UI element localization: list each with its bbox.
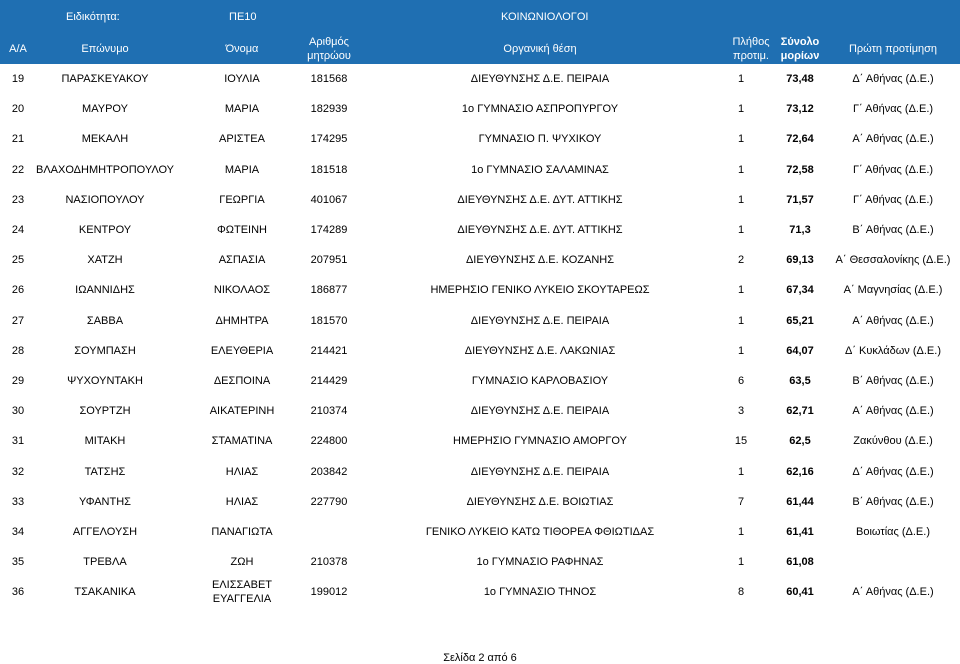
cell-total: 69,13	[786, 254, 814, 267]
cell-count: 1	[737, 556, 745, 569]
cell-aa: 29	[11, 375, 25, 387]
table-row	[0, 547, 960, 577]
cell-first-pref: Β΄ Αθήνας (Δ.Ε.)	[852, 224, 934, 236]
cell-count: 1	[737, 526, 745, 538]
cell-aa: 27	[11, 314, 25, 327]
cell-surname: ΜΑΥΡΟΥ	[82, 103, 128, 116]
cell-name: ΔΕΣΠΟΙΝΑ	[213, 375, 271, 387]
table-row	[0, 366, 960, 396]
cell-surname: ΚΕΝΤΡΟΥ	[78, 224, 132, 236]
cell-position: ΔΙΕΥΘΥΝΣΗΣ Δ.Ε. ΠΕΙΡΑΙΑ	[470, 405, 610, 418]
table-row	[0, 64, 960, 94]
cell-aa: 28	[11, 344, 25, 357]
cell-surname: ΜΙΤΑΚΗ	[84, 435, 126, 448]
cell-surname: ΒΛΑΧΟΔΗΜΗΤΡΟΠΟΥΛΟΥ	[36, 163, 175, 176]
cell-name: ΑΡΙΣΤΕΑ	[219, 133, 265, 146]
table-row	[0, 245, 960, 275]
cell-total: 62,5	[789, 435, 811, 448]
cell-first-pref: Α΄ Αθήνας (Δ.Ε.)	[852, 405, 934, 418]
cell-surname: ΨΥΧΟΥΝΤΑΚΗ	[67, 375, 143, 387]
cell-surname: ΝΑΣΙΟΠΟΥΛΟΥ	[65, 193, 145, 206]
cell-name: ΣΤΑΜΑΤΙΝΑ	[211, 435, 273, 448]
col-count-line1: Πλήθος	[732, 36, 770, 48]
cell-surname: ΤΑΤΣΗΣ	[84, 465, 126, 478]
cell-aa: 25	[11, 254, 25, 267]
cell-count: 1	[737, 163, 745, 176]
cell-count: 1	[737, 284, 745, 297]
cell-position: ΔΙΕΥΘΥΝΣΗΣ Δ.Ε. ΔΥΤ. ΑΤΤΙΚΗΣ	[457, 193, 623, 206]
cell-registry: 210374	[310, 405, 348, 418]
cell-count: 1	[737, 465, 745, 478]
cell-name: ΖΩΗ	[230, 556, 254, 569]
cell-position: ΗΜΕΡΗΣΙΟ ΓΕΝΙΚΟ ΛΥΚΕΙΟ ΣΚΟΥΤΑΡΕΩΣ	[430, 284, 650, 297]
cell-first-pref: Γ΄ Αθήνας (Δ.Ε.)	[852, 103, 934, 116]
cell-position: ΓΥΜΝΑΣΙΟ ΚΑΡΛΟΒΑΣΙΟΥ	[471, 375, 609, 387]
cell-name: ΜΑΡΙΑ	[224, 103, 260, 116]
cell-registry: 174295	[310, 133, 348, 146]
cell-first-pref: Β΄ Αθήνας (Δ.Ε.)	[852, 375, 934, 387]
cell-aa: 26	[11, 284, 25, 297]
cell-aa: 30	[11, 405, 25, 418]
cell-position: ΔΙΕΥΘΥΝΣΗΣ Δ.Ε. ΒΟΙΩΤΙΑΣ	[466, 495, 614, 508]
cell-name: ΜΑΡΙΑ	[224, 163, 260, 176]
cell-name: ΝΙΚΟΛΑΟΣ	[213, 284, 271, 297]
cell-name: ΠΑΝΑΓΙΩΤΑ	[211, 526, 273, 538]
cell-registry: 227790	[310, 495, 348, 508]
table-row	[0, 275, 960, 305]
cell-first-pref: Α΄ Αθήνας (Δ.Ε.)	[852, 586, 934, 599]
cell-aa: 32	[11, 465, 25, 478]
cell-surname: ΣΟΥΡΤΖΗ	[79, 405, 131, 418]
cell-total: 60,41	[786, 586, 814, 599]
cell-total: 64,07	[786, 344, 814, 357]
specialty-code: ΠΕ10	[229, 11, 257, 23]
cell-first-pref: Γ΄ Αθήνας (Δ.Ε.)	[852, 193, 934, 206]
cell-position: 1ο ΓΥΜΝΑΣΙΟ ΣΑΛΑΜΙΝΑΣ	[471, 163, 609, 176]
cell-count: 1	[737, 133, 745, 146]
cell-position: ΓΥΜΝΑΣΙΟ Π. ΨΥΧΙΚΟΥ	[478, 133, 602, 146]
table-row	[0, 426, 960, 456]
cell-registry: 207951	[310, 254, 348, 267]
cell-first-pref: Ζακύνθου (Δ.Ε.)	[853, 435, 933, 448]
cell-first-pref: Δ΄ Αθήνας (Δ.Ε.)	[852, 73, 934, 85]
table-row	[0, 215, 960, 245]
cell-registry: 182939	[310, 103, 348, 116]
cell-total: 62,71	[786, 405, 814, 418]
cell-registry	[296, 517, 362, 547]
cell-total: 61,08	[786, 556, 814, 569]
cell-first-pref: Δ΄ Κυκλάδων (Δ.Ε.)	[844, 344, 941, 357]
cell-first-pref: Βοιωτίας (Δ.Ε.)	[856, 526, 930, 538]
cell-name: ΑΣΠΑΣΙΑ	[218, 254, 266, 267]
cell-name: ΗΛΙΑΣ	[225, 465, 259, 478]
cell-registry: 401067	[310, 193, 348, 206]
cell-position: ΔΙΕΥΘΥΝΣΗΣ Δ.Ε. ΠΕΙΡΑΙΑ	[470, 73, 610, 85]
cell-position: 1ο ΓΥΜΝΑΣΙΟ ΑΣΠΡΟΠΥΡΓΟΥ	[461, 103, 619, 116]
cell-count: 8	[737, 586, 745, 599]
table-row	[0, 94, 960, 124]
table-row	[0, 336, 960, 366]
page-footer: Σελίδα 2 από 6	[443, 652, 517, 664]
cell-name: ΑΙΚΑΤΕΡΙΝΗ	[209, 405, 275, 418]
cell-count: 1	[737, 103, 745, 116]
col-surname: Επώνυμο	[81, 43, 129, 55]
cell-aa: 33	[11, 495, 25, 508]
column-headers	[0, 34, 960, 64]
cell-surname: ΠΑΡΑΣΚΕΥΑΚΟΥ	[61, 73, 149, 85]
cell-count: 2	[737, 254, 745, 267]
cell-total: 61,41	[786, 526, 814, 538]
cell-count: 1	[737, 344, 745, 357]
cell-surname: ΣΟΥΜΠΑΣΗ	[74, 344, 136, 357]
cell-name: ΗΛΙΑΣ	[225, 495, 259, 508]
cell-registry: 186877	[310, 284, 348, 297]
cell-aa: 34	[11, 526, 25, 538]
cell-first-pref: Α΄ Θεσσαλονίκης (Δ.Ε.)	[835, 254, 951, 267]
cell-count: 7	[737, 495, 745, 508]
cell-name: ΕΛΕΥΘΕΡΙΑ	[210, 344, 274, 357]
cell-first-pref: Α΄ Μαγνησίας (Δ.Ε.)	[843, 284, 943, 297]
cell-count: 1	[737, 193, 745, 206]
cell-aa: 21	[11, 133, 25, 146]
cell-surname: ΤΡΕΒΛΑ	[83, 556, 127, 569]
cell-surname: ΥΦΑΝΤΗΣ	[79, 495, 131, 508]
table-row	[0, 457, 960, 487]
col-first-pref: Πρώτη προτίμηση	[848, 43, 938, 55]
table-row	[0, 155, 960, 185]
cell-name: ΙΟΥΛΙΑ	[224, 73, 260, 85]
cell-aa: 22	[11, 163, 25, 176]
cell-total: 67,34	[786, 284, 814, 297]
cell-position: ΔΙΕΥΘΥΝΣΗΣ Δ.Ε. ΔΥΤ. ΑΤΤΙΚΗΣ	[457, 224, 623, 236]
col-registry-line2: μητρώου	[307, 50, 351, 62]
table-row	[0, 124, 960, 154]
cell-position: ΓΕΝΙΚΟ ΛΥΚΕΙΟ ΚΑΤΩ ΤΙΘΟΡΕΑ ΦΘΙΩΤΙΔΑΣ	[425, 526, 655, 538]
cell-position: ΗΜΕΡΗΣΙΟ ΓΥΜΝΑΣΙΟ ΑΜΟΡΓΟΥ	[453, 435, 627, 448]
table-row	[0, 577, 960, 607]
table-row	[0, 487, 960, 517]
cell-registry: 210378	[310, 556, 348, 569]
cell-registry: 181518	[310, 163, 348, 176]
table-row	[0, 517, 960, 547]
cell-name: ΦΩΤΕΙΝΗ	[217, 224, 267, 236]
col-count	[726, 34, 776, 64]
col-count-line2: προτιμ.	[733, 50, 769, 62]
cell-aa: 20	[11, 103, 25, 116]
cell-first-pref: Α΄ Αθήνας (Δ.Ε.)	[852, 314, 934, 327]
cell-registry: 224800	[310, 435, 348, 448]
cell-count: 1	[737, 224, 745, 236]
cell-total: 65,21	[786, 314, 814, 327]
col-position: Οργανική θέση	[503, 43, 577, 55]
cell-first-pref: Α΄ Αθήνας (Δ.Ε.)	[852, 133, 934, 146]
table-row	[0, 306, 960, 336]
cell-registry: 214429	[310, 375, 348, 387]
cell-first-pref: Γ΄ Αθήνας (Δ.Ε.)	[852, 163, 934, 176]
cell-aa: 35	[11, 556, 25, 569]
col-registry	[296, 34, 362, 64]
cell-surname: ΑΓΓΕΛΟΥΣΗ	[72, 526, 138, 538]
cell-position: ΔΙΕΥΘΥΝΣΗΣ Δ.Ε. ΛΑΚΩΝΙΑΣ	[464, 344, 616, 357]
cell-total: 62,16	[786, 465, 814, 478]
col-name: Όνομα	[225, 43, 259, 55]
cell-registry: 181570	[310, 314, 348, 327]
cell-registry: 174289	[310, 224, 348, 236]
col-total-line2: μορίων	[780, 50, 820, 62]
cell-name: ΕΛΙΣΣΑΒΕΤ ΕΥΑΓΓΕΛΙΑ	[211, 579, 273, 606]
cell-total: 72,58	[786, 163, 814, 176]
cell-surname: ΣΑΒΒΑ	[86, 314, 124, 327]
cell-registry: 203842	[310, 465, 348, 478]
cell-total: 73,12	[786, 103, 814, 116]
cell-surname: ΧΑΤΖΗ	[87, 254, 123, 267]
cell-aa: 24	[11, 224, 25, 236]
specialty-row	[0, 0, 960, 34]
specialty-label: Ειδικότητα:	[66, 11, 120, 23]
col-total	[772, 34, 828, 64]
cell-aa: 19	[11, 73, 25, 85]
cell-position: 1ο ΓΥΜΝΑΣΙΟ ΤΗΝΟΣ	[483, 586, 597, 599]
cell-count: 1	[737, 73, 745, 85]
cell-count: 1	[737, 314, 745, 327]
col-aa: Α/Α	[9, 43, 27, 55]
specialty-name: ΚΟΙΝΩΝΙΟΛΟΓΟΙ	[501, 11, 589, 23]
cell-registry: 181568	[310, 73, 348, 85]
cell-position: ΔΙΕΥΘΥΝΣΗΣ Δ.Ε. ΠΕΙΡΑΙΑ	[470, 314, 610, 327]
cell-total: 71,57	[786, 193, 814, 206]
table-row	[0, 185, 960, 215]
cell-registry: 214421	[310, 344, 348, 357]
cell-total: 63,5	[789, 375, 811, 387]
cell-surname: ΜΕΚΑΛΗ	[81, 133, 129, 146]
cell-first-pref	[830, 547, 956, 577]
cell-name: ΔΗΜΗΤΡΑ	[215, 314, 269, 327]
cell-position: 1ο ΓΥΜΝΑΣΙΟ ΡΑΦΗΝΑΣ	[476, 556, 604, 569]
cell-total: 61,44	[786, 495, 814, 508]
cell-count: 6	[737, 375, 745, 387]
table-row	[0, 396, 960, 426]
cell-position: ΔΙΕΥΘΥΝΣΗΣ Δ.Ε. ΠΕΙΡΑΙΑ	[470, 465, 610, 478]
cell-name: ΓΕΩΡΓΙΑ	[219, 193, 265, 206]
cell-count: 3	[737, 405, 745, 418]
cell-first-pref: Β΄ Αθήνας (Δ.Ε.)	[852, 495, 934, 508]
cell-first-pref: Δ΄ Αθήνας (Δ.Ε.)	[852, 465, 934, 478]
cell-aa: 23	[11, 193, 25, 206]
cell-total: 71,3	[789, 224, 811, 236]
cell-total: 72,64	[786, 133, 814, 146]
cell-total: 73,48	[786, 73, 814, 85]
cell-surname: ΙΩΑΝΝΙΔΗΣ	[75, 284, 135, 297]
cell-aa: 36	[11, 586, 25, 599]
table-header	[0, 0, 960, 64]
col-registry-line1: Αριθμός	[309, 36, 349, 48]
cell-registry: 199012	[310, 586, 348, 599]
cell-aa: 31	[11, 435, 25, 448]
cell-surname: ΤΣΑΚΑΝΙΚΑ	[74, 586, 136, 599]
cell-count: 15	[734, 435, 748, 448]
cell-position: ΔΙΕΥΘΥΝΣΗΣ Δ.Ε. ΚΟΖΑΝΗΣ	[465, 254, 615, 267]
col-total-line1: Σύνολο	[780, 36, 820, 48]
